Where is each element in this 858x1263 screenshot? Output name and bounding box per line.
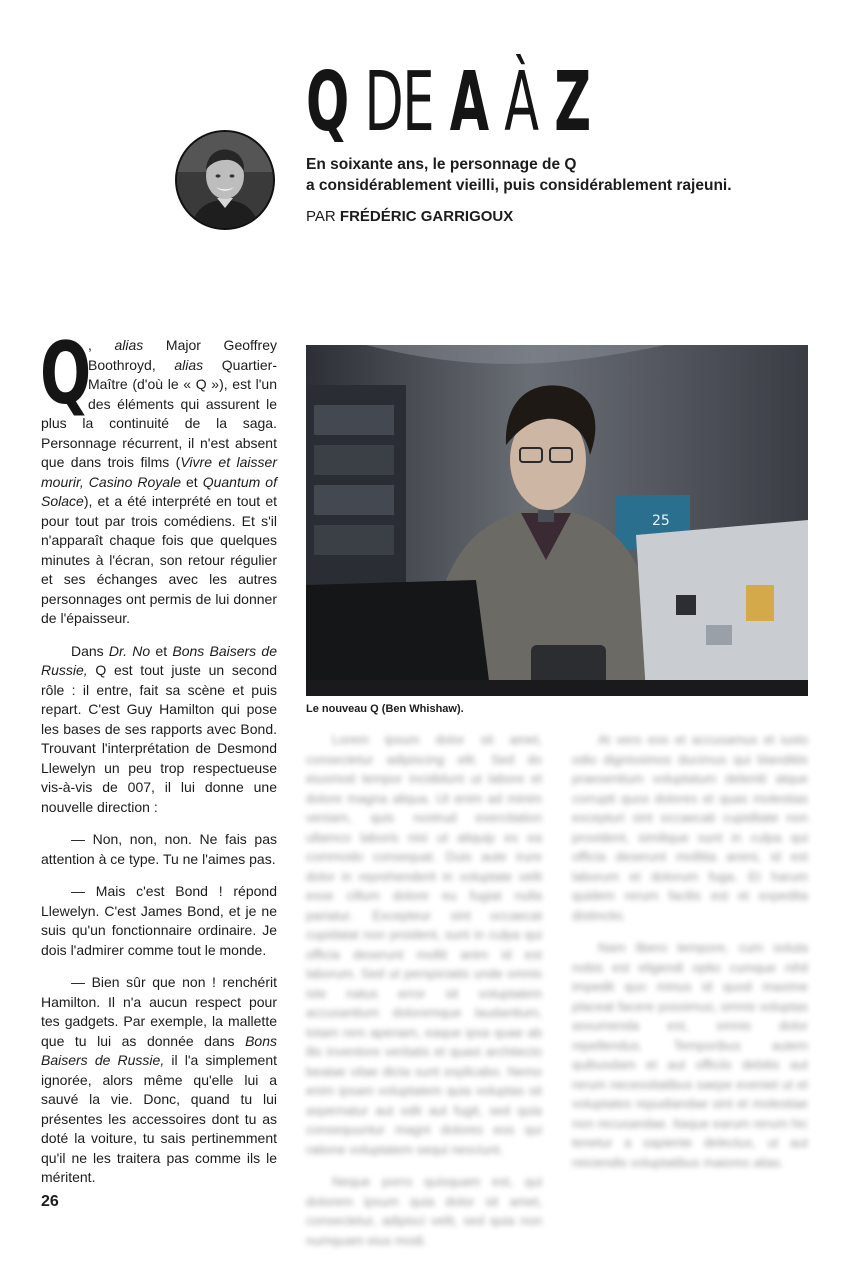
p1-text-4: Quartier-Maître (d'où le « Q »), est l'un des éléments qui assurent le plus la continuité de la saga. Personnage récurrent, il n'est absent que dans trois films ( [41,356,277,470]
author-portrait [177,132,273,228]
paragraph-3: — Non, non, non. Ne fais pas attention à ce type. Tu ne l'aimes pas. [41,831,277,867]
p1-italic-quantum: Quantum of Solace [41,473,277,509]
article-title [306,55,590,150]
drop-cap: Q [40,324,92,424]
paragraph-2 [41,642,277,818]
p1-text-0: , [88,337,115,353]
title-word-a-grave: À [504,55,538,150]
title-word-a: A [449,55,488,150]
paragraph-1 [40,324,277,629]
p2-italic-russie: Bons Baisers de Russie, [41,642,277,678]
author-avatar [175,130,275,230]
title-word-z: Z [554,55,590,150]
p2-text-4: Q est tout juste un second rôle : il entre, fait sa scène et puis repart. C'est Guy Hamilton qui pose les bases de ses rapports avec Bond. Trouvant l'interprétation de Desmond Llewelyn un peu trop respectueuse vis-à-vis de 007, il lui donne une nouvelle direction : [41,662,277,815]
p1-italic-alias-1: alias [114,337,144,353]
subtitle-line-2: a considérablement vieilli, puis considérablement rajeuni. [306,177,732,194]
title-word-de: DE [364,55,434,150]
p2-italic-drno: Dr. No [108,642,151,659]
p5-text-0: — Bien sûr que non ! renchérit Hamilton. Il n'a aucun respect pour tes gadgets. Par exemple, la mallette que tu lui as donnée dans [41,974,277,1049]
p5-italic-russie: Bons Baisers de Russie, [41,1032,277,1068]
p2-text-2: et [150,642,173,659]
byline-prefix: PAR [306,208,336,225]
paragraph-5 [41,973,277,1188]
blurred-text-column-middle: Lorem ipsum dolor sit amet, consectetur adipiscing elit. Sed do eiusmod tempor incididunt ut labore et dolore magna aliqua. Ut enim ad minim veniam, quis nostrud exercitation ullamco laboris nisi ut aliquip ex ea commodo consequat. Duis aute irure dolor in reprehenderit in voluptate velit esse cillum dolore eu fugiat nulla pariatur. Excepteur sint occaecat cupidatat non proident, sunt in culpa qui officia deserunt mollit anim id est laborum. Sed ut perspiciatis unde omnis iste natus error sit voluptatem accusantium doloremque laudantium, totam rem aperiam, eaque ipsa quae ab illo inventore veritatis et quasi architecto beatae vitae dicta sunt explicabo. Nemo enim ipsam voluptatem quia voluptas sit aspernatur aut odit aut fugit, sed quia consequuntur magni dolores eos qui ratione voluptatem sequi nesciunt. Neque porro quisquam est, qui dolorem ipsum quia dolor sit amet, consectetur, adipisci velit, sed quia non numquam eius modi. [306,732,542,1248]
p1-text-8: ), et a été interprété en tout et pour tout par trois comédiens. Et s'il n'apparaît chaque fois que quelques minutes à l'écran, son retour régulier et ses échanges avec les autres personnages ont permis de lui donner de l'épaisseur. [41,493,277,626]
p1-text-2: Major Geoffrey Boothroyd, [88,337,277,373]
subtitle-line-1: En soixante ans, le personnage de Q [306,156,577,173]
paragraph-4: — Mais c'est Bond ! répond Llewelyn. C'est James Bond, et je ne suis qu'un fonctionnaire ordinaire. Je dois l'admirer comme tout le monde. [41,883,277,958]
p2-text-0: Dans [71,642,109,659]
background-screen-number: 25 [652,513,670,529]
photo-illustration [306,345,808,696]
title-word-q: Q [306,55,348,150]
p1-text-6: et [180,473,203,490]
article-subtitle [306,154,806,196]
blurred-text-column-right: At vero eos et accusamus et iusto odio dignissimos ducimus qui blanditiis praesentium voluptatum deleniti atque corrupti quos dolores et quas molestias excepturi sint occaecati cupiditate non provident, similique sunt in culpa qui officia deserunt mollitia animi, id est laborum et dolorum fuga. Et harum quidem rerum facilis est et expedita distinctio. Nam libero tempore, cum soluta nobis est eligendi optio cumque nihil impedit quo minus id quod maxime placeat facere possimus, omnis voluptas assumenda est, omnis dolor repellendus. Temporibus autem quibusdam et aut officiis debitis aut rerum necessitatibus saepe eveniet ut et voluptates repudiandae sint et molestiae non recusandae. Itaque earum rerum hic tenetur a sapiente delectus, ut aut reiciendis voluptatibus maiores alias. [572,732,808,1170]
article-body-left-column [40,324,277,1201]
p1-italic-films: Vivre et laisser mourir, Casino Royale [41,454,277,490]
p5-text-2: il l'a simplement ignorée, alors même qu'elle lui a sauvé la vie. Donc, quand tu lui présentes les accessoires dont tu as doté la voiture, tu sais pertinemment qu'il ne les traitera pas comme ils le méritent. [41,1052,277,1185]
byline [306,207,513,227]
article-photo [306,345,808,696]
p1-italic-alias-2: alias [174,356,204,373]
photo-caption: Le nouveau Q (Ben Whishaw). [306,703,464,715]
author-name: FRÉDÉRIC GARRIGOUX [339,208,514,225]
page-number: 26 [41,1193,59,1210]
